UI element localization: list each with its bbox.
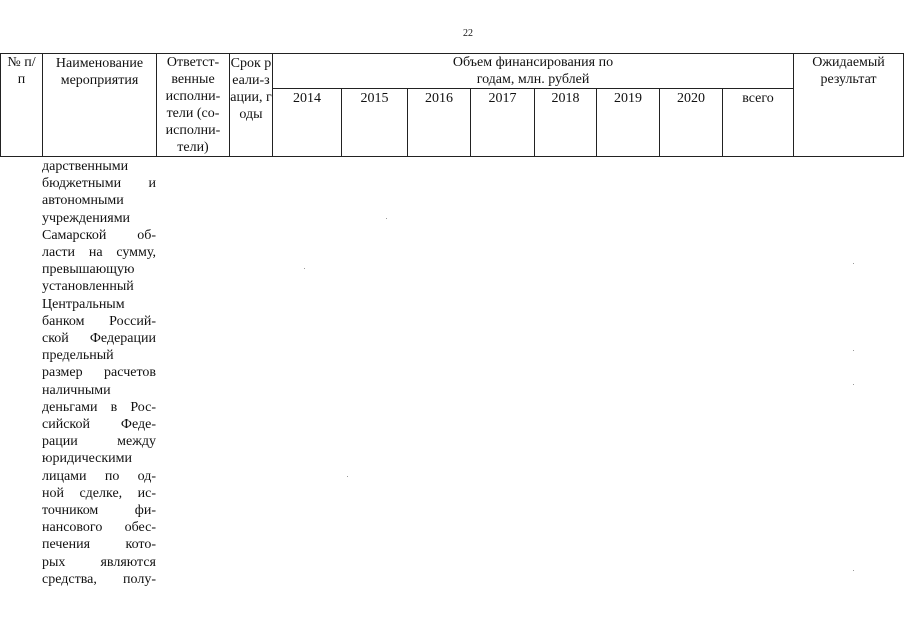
text-line: точником фи- <box>42 503 156 519</box>
scan-speck <box>853 384 854 385</box>
header-responsible-label: Ответст-венные исполни-тели (со-исполни-тели) <box>165 55 221 155</box>
year-2017 <box>471 89 535 157</box>
page-number: 22 <box>463 28 473 39</box>
year-label: 2016 <box>425 91 453 107</box>
text-line: наличными <box>42 382 111 398</box>
year-label: 2019 <box>614 91 642 107</box>
text-line: учреждениями <box>42 210 131 226</box>
header-result <box>794 54 904 157</box>
continuation-text <box>42 158 156 588</box>
text-line: печения кото- <box>42 537 156 553</box>
text-line: рации между <box>42 434 156 450</box>
year-label: 2018 <box>551 91 580 107</box>
year-2016 <box>408 89 471 157</box>
header-number <box>1 54 43 157</box>
header-name-label: Наименование мероприятия <box>55 56 144 88</box>
year-2015 <box>342 89 408 157</box>
year-label: 2017 <box>488 91 517 107</box>
year-total <box>723 89 794 157</box>
header-number-label: № п/п <box>7 55 36 87</box>
text-line: автономными <box>42 193 124 209</box>
year-2018 <box>535 89 597 157</box>
year-label: 2015 <box>360 91 389 107</box>
header-responsible <box>157 54 230 157</box>
scan-speck <box>304 268 305 269</box>
header-funding-label: Объем финансирования по годам, млн. рублей <box>452 55 614 87</box>
text-line: ной сделке, ис- <box>42 485 156 501</box>
text-line: размер расчетов <box>42 365 156 381</box>
year-label: 2014 <box>293 91 321 107</box>
header-term <box>230 54 273 157</box>
text-line: юридическими <box>42 451 133 467</box>
year-2020 <box>660 89 723 157</box>
scan-speck <box>347 476 348 477</box>
text-line: дарственными <box>42 159 129 174</box>
text-line: бюджетными и <box>42 176 156 192</box>
text-line: предельный <box>42 348 114 364</box>
year-label: всего <box>742 91 774 107</box>
scan-speck <box>853 570 854 571</box>
text-line: банком Россий- <box>42 313 156 329</box>
header-term-label: Срок реали-зации, годы <box>230 56 272 122</box>
year-2014 <box>273 89 342 157</box>
header-name <box>43 54 157 157</box>
text-line: рых являются <box>42 554 156 570</box>
year-label: 2020 <box>677 91 705 107</box>
header-funding <box>273 54 794 89</box>
text-line: ской Федерации <box>42 331 156 347</box>
text-line: Самарской об- <box>42 227 156 243</box>
program-table <box>0 53 904 157</box>
text-line: нансового обес- <box>42 520 156 536</box>
scan-speck <box>386 218 387 219</box>
scan-speck <box>853 263 854 264</box>
text-line: лицами по од- <box>42 468 156 484</box>
text-line: сийской Феде- <box>42 417 156 433</box>
text-line: Центральным <box>42 296 125 312</box>
text-line: превышающую <box>42 262 135 278</box>
scan-speck <box>853 350 854 351</box>
text-line: деньгами в Рос- <box>42 399 156 415</box>
text-line: ласти на сумму, <box>42 245 156 261</box>
year-2019 <box>597 89 660 157</box>
text-line: установленный <box>42 279 134 295</box>
text-line: средства, полу- <box>42 571 156 587</box>
header-result-label: Ожидаемый результат <box>812 55 885 87</box>
